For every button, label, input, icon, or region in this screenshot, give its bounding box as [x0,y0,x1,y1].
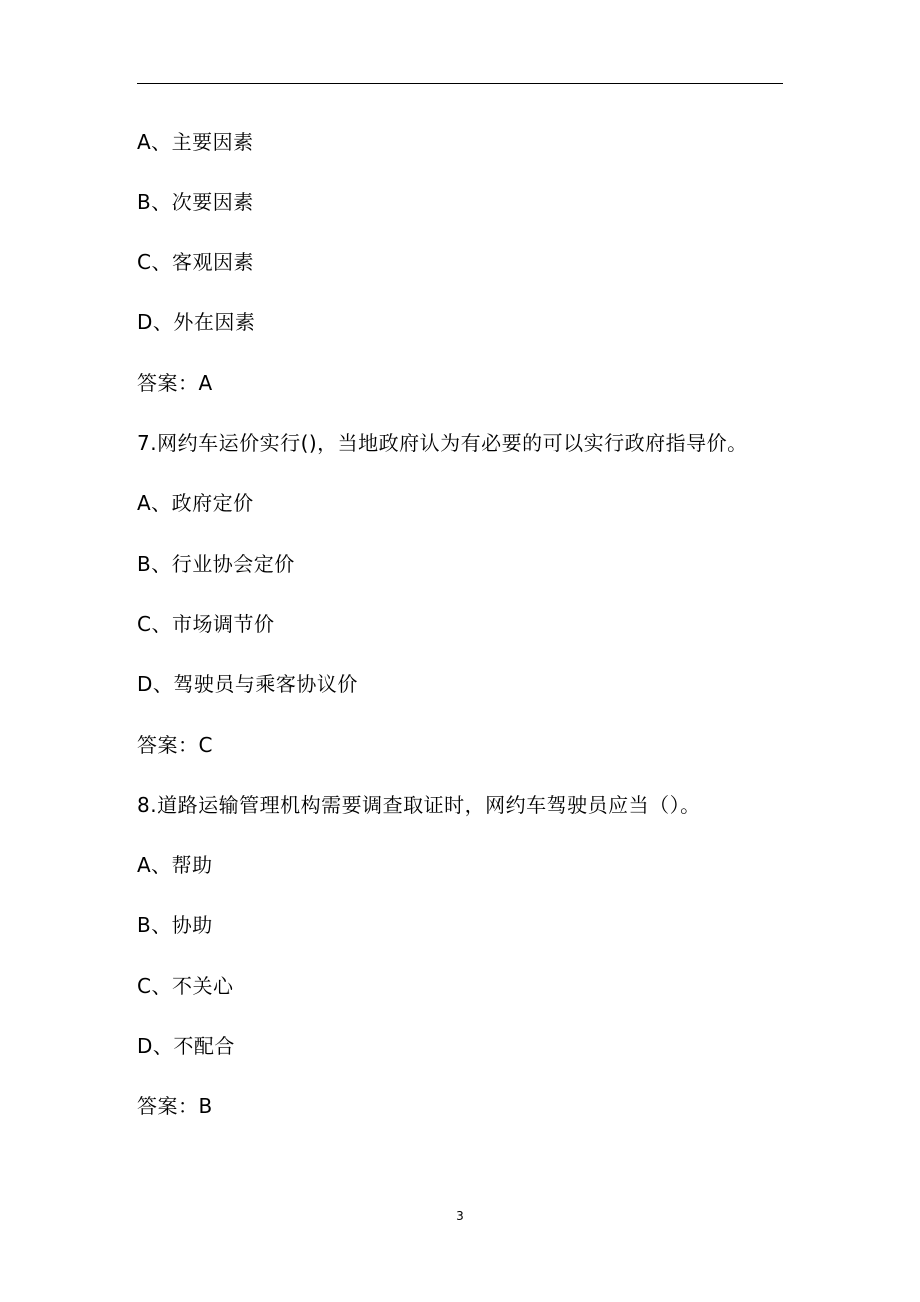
option-a-q7: A、政府定价 [137,491,254,515]
option-a-q8: A、帮助 [137,853,213,877]
answer-q8: 答案：B [137,1094,213,1118]
option-d-q8: D、不配合 [137,1034,235,1058]
option-b-q8: B、协助 [137,913,213,937]
option-b-q6: B、次要因素 [137,190,254,214]
header-rule [137,83,783,84]
answer-q6: 答案：A [137,371,213,395]
question-7: 7.网约车运价实行()，当地政府认为有必要的可以实行政府指导价。 [137,431,748,455]
option-d-q6: D、外在因素 [137,310,256,334]
option-a-q6: A、主要因素 [137,130,254,154]
answer-q7: 答案：C [137,733,213,757]
question-8: 8.道路运输管理机构需要调查取证时，网约车驾驶员应当（）。 [137,793,701,817]
page-number: 3 [456,1209,464,1223]
option-d-q7: D、驾驶员与乘客协议价 [137,672,358,696]
option-c-q6: C、客观因素 [137,250,254,274]
option-b-q7: B、行业协会定价 [137,552,295,576]
option-c-q7: C、市场调节价 [137,612,275,636]
option-c-q8: C、不关心 [137,974,234,998]
